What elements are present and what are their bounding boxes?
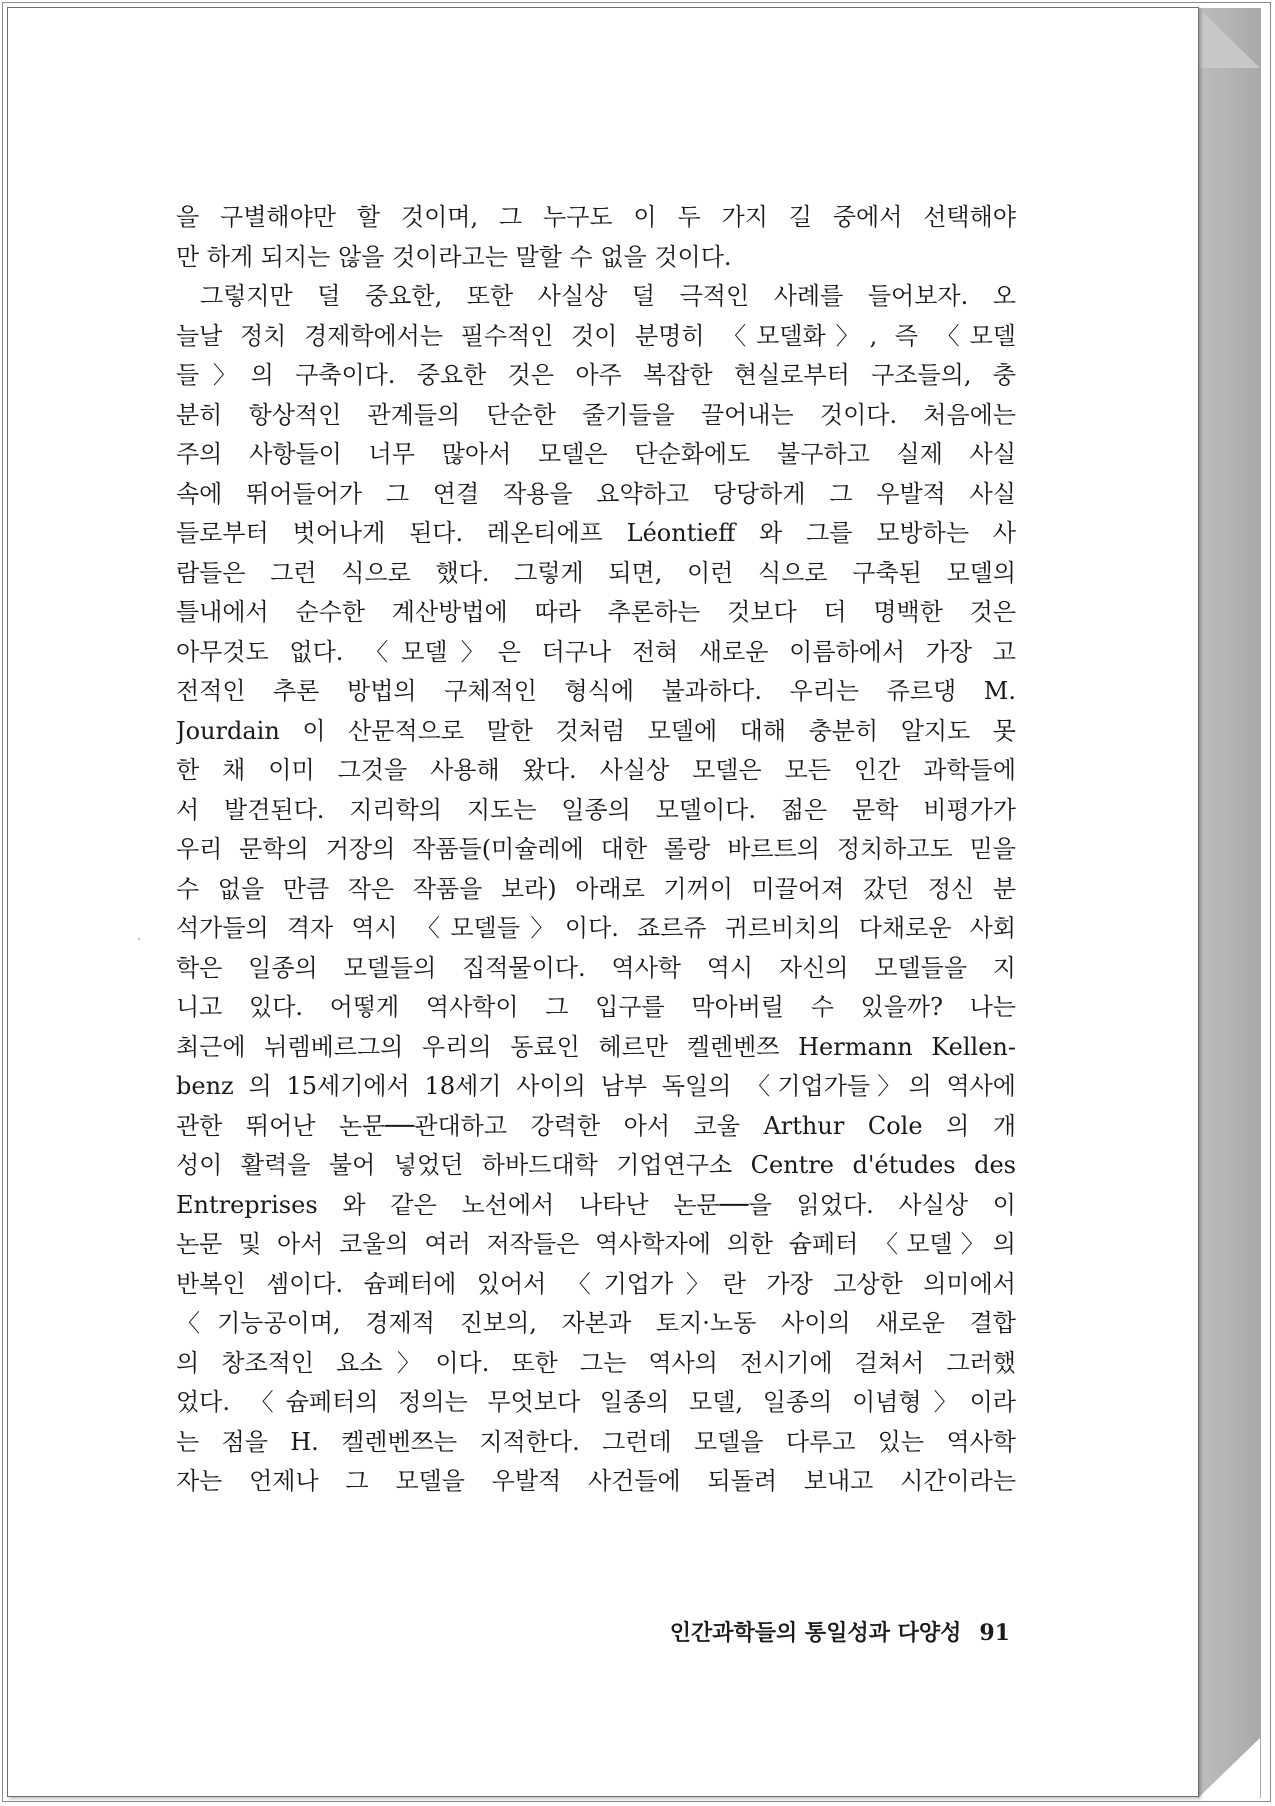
text-line: 수 없을 만큼 작은 작품을 보라) 아래로 기꺼이 미끌어져 갔던 정신 분 <box>176 874 1016 903</box>
text-line: 반복인 셈이다. 슘페터에 있어서 〈기업가〉란 가장 고상한 의미에서 <box>176 1269 1016 1298</box>
text-line: 틀내에서 순수한 계산방법에 따라 추론하는 것보다 더 명백한 것은 <box>176 598 1016 626</box>
text-line: 는 점을 H. 켈렌벤쯔는 지적한다. 그런데 모델을 다루고 있는 역사학 <box>176 1427 1016 1456</box>
book-page-edge <box>1198 8 1261 1798</box>
text-line: 의 창조적인 요소〉이다. 또한 그는 역사의 전시기에 걸쳐서 그러했 <box>176 1348 1016 1377</box>
text-line: 서 발견된다. 지리학의 지도는 일종의 모델이다. 젊은 문학 비평가가 <box>176 795 1016 824</box>
text-line: 〈기능공이며, 경제적 진보의, 자본과 토지·노동 사이의 새로운 결합 <box>176 1309 1016 1337</box>
text-line: 아무것도 없다. 〈모델〉은 더구나 전혀 새로운 이름하에서 가장 고 <box>176 637 1016 666</box>
scan-speck <box>138 938 140 940</box>
text-line: 들〉의 구축이다. 중요한 것은 아주 복잡한 현실로부터 구조들의, 충 <box>176 361 1016 389</box>
text-line: Entreprises 와 같은 노선에서 나타난 논문──을 읽었다. 사실상 이 <box>176 1190 1016 1219</box>
text-line: 을 구별해야만 할 것이며, 그 누구도 이 두 가지 길 중에서 선택해야 <box>176 203 1016 231</box>
text-line: 주의 사항들이 너무 많아서 모델은 단순화에도 불구하고 실제 사실 <box>176 440 1016 468</box>
text-line: 분히 항상적인 관계들의 단순한 줄기들을 끌어내는 것이다. 처음에는 <box>176 400 1016 429</box>
text-line: 최근에 뉘렘베르그의 우리의 동료인 헤르만 켈렌벤쯔 Hermann Kellen- <box>176 1032 1016 1061</box>
page-footer <box>590 1616 1010 1647</box>
text-line: 들로부터 벗어나게 된다. 레온티에프 Léontieff 와 그를 모방하는 사 <box>176 519 1016 547</box>
text-line: 자는 언제나 그 모델을 우발적 사건들에 되돌려 보내고 시간이라는 <box>176 1467 1016 1495</box>
text-line: 속에 뛰어들어가 그 연결 작용을 요약하고 당당하게 그 우발적 사실 <box>176 479 1016 508</box>
text-line: 석가들의 격자 역시 〈모델들〉이다. 죠르쥬 귀르비치의 다채로운 사회 <box>176 914 1016 942</box>
text-line: 람들은 그런 식으로 했다. 그렇게 되면, 이런 식으로 구축된 모델의 <box>176 558 1016 587</box>
running-title: 인간과학들의 통일성과 다양성 <box>669 1620 962 1646</box>
text-line: 논문 및 아서 코울의 여러 저작들은 역사학자에 의한 슘페터 〈모델〉의 <box>176 1230 1016 1258</box>
text-line: 우리 문학의 거장의 작품들(미슐레에 대한 롤랑 바르트의 정치하고도 믿을 <box>176 835 1016 863</box>
text-line: 한 채 이미 그것을 사용해 왔다. 사실상 모델은 모든 인간 과학들에 <box>176 756 1016 784</box>
text-line: 늘날 정치 경제학에서는 필수적인 것이 분명히 〈모델화〉, 즉 〈모델 <box>176 321 1016 350</box>
text-line: 그렇지만 덜 중요한, 또한 사실상 덜 극적인 사례를 들어보자. 오 <box>200 282 1016 310</box>
text-line: 학은 일종의 모델들의 집적물이다. 역사학 역시 자신의 모델들을 지 <box>176 953 1016 982</box>
text-line: 만 하게 되지는 않을 것이라고는 말할 수 없을 것이다. <box>176 242 732 271</box>
text-line: 전적인 추론 방법의 구체적인 형식에 불과하다. 우리는 쥬르댕 M. <box>176 677 1016 705</box>
page-number: 91 <box>979 1620 1010 1646</box>
text-line: 니고 있다. 어떻게 역사학이 그 입구를 막아버릴 수 있을까? 나는 <box>176 993 1016 1021</box>
text-line: 관한 뛰어난 논문──관대하고 강력한 아서 코울 Arthur Cole 의 개 <box>176 1111 1016 1140</box>
text-line: 었다. 〈슘페터의 정의는 무엇보다 일종의 모델, 일종의 이념형〉이라 <box>176 1388 1016 1416</box>
text-line: benz 의 15세기에서 18세기 사이의 남부 독일의 〈기업가들〉의 역사에 <box>176 1072 1016 1100</box>
text-line: 성이 활력을 불어 넣었던 하바드대학 기업연구소 Centre d'études des <box>176 1151 1016 1179</box>
text-line: Jourdain 이 산문적으로 말한 것처럼 모델에 대해 충분히 알지도 못 <box>176 716 1016 745</box>
body-text <box>176 198 1016 1502</box>
